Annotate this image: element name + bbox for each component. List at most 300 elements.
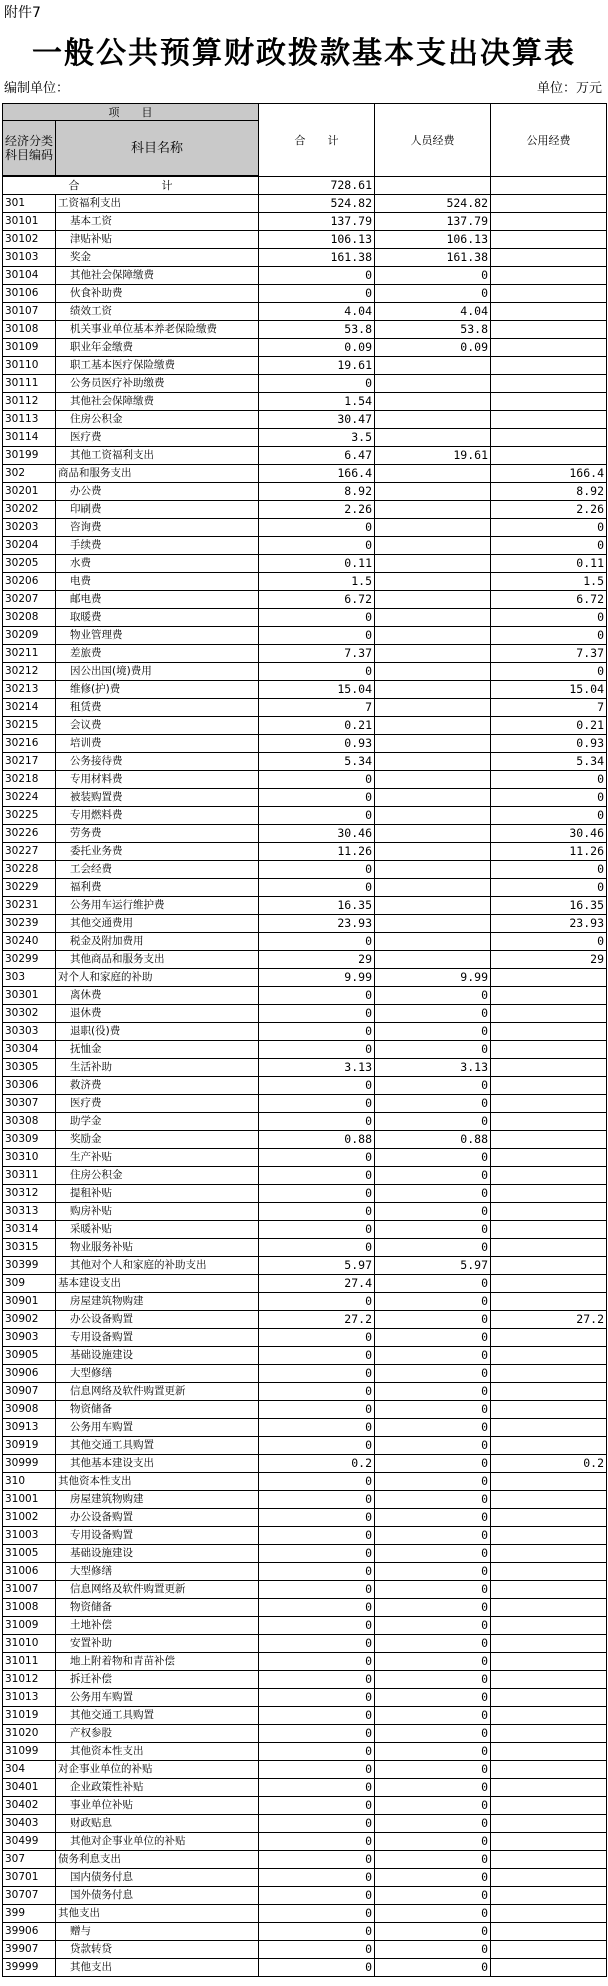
- row-code: 39999: [3, 1959, 56, 1977]
- row-personnel: 0: [375, 1887, 491, 1905]
- row-total: 0: [259, 1293, 375, 1311]
- row-code: 30212: [3, 663, 56, 681]
- table-row: [3, 1041, 607, 1059]
- row-name: 医疗费: [56, 429, 259, 447]
- table-row: [3, 1707, 607, 1725]
- row-name: 其他社会保障缴费: [56, 393, 259, 411]
- row-total: 0: [259, 1671, 375, 1689]
- row-total: 0: [259, 1761, 375, 1779]
- row-name: 专用设备购置: [56, 1527, 259, 1545]
- row-code: 399: [3, 1905, 56, 1923]
- row-total: 0: [259, 1491, 375, 1509]
- table-row: [3, 501, 607, 519]
- row-public: [491, 1437, 607, 1455]
- row-code: 30203: [3, 519, 56, 537]
- row-personnel: 0: [375, 1095, 491, 1113]
- row-name: 工会经费: [56, 861, 259, 879]
- row-name: 大型修缮: [56, 1365, 259, 1383]
- row-total: 5.97: [259, 1257, 375, 1275]
- row-public: 2.26: [491, 501, 607, 519]
- row-total: 0: [259, 519, 375, 537]
- row-public: [491, 1005, 607, 1023]
- row-personnel: 0: [375, 1401, 491, 1419]
- header-total: 合 计: [259, 104, 375, 177]
- row-personnel: 0: [375, 1743, 491, 1761]
- row-personnel: 0: [375, 1707, 491, 1725]
- row-total: 0: [259, 1347, 375, 1365]
- header-row-group: [3, 104, 607, 121]
- row-code: 30905: [3, 1347, 56, 1365]
- row-public: [491, 321, 607, 339]
- row-total: 0: [259, 1851, 375, 1869]
- row-code: 30112: [3, 393, 56, 411]
- row-name: 专用材料费: [56, 771, 259, 789]
- row-code: 31009: [3, 1617, 56, 1635]
- row-public: [491, 1149, 607, 1167]
- row-total: 0: [259, 1167, 375, 1185]
- header-public: 公用经费: [491, 104, 607, 177]
- row-name: 财政贴息: [56, 1815, 259, 1833]
- row-code: 30903: [3, 1329, 56, 1347]
- row-name: 培训费: [56, 735, 259, 753]
- row-total: 0: [259, 1869, 375, 1887]
- table-row: [3, 1653, 607, 1671]
- table-row: [3, 1509, 607, 1527]
- row-personnel: 0: [375, 1023, 491, 1041]
- row-personnel: [375, 717, 491, 735]
- row-public: 0: [491, 879, 607, 897]
- row-total: 0: [259, 537, 375, 555]
- row-code: 30229: [3, 879, 56, 897]
- row-code: 30239: [3, 915, 56, 933]
- row-public: [491, 1095, 607, 1113]
- row-public: [491, 249, 607, 267]
- table-row: [3, 969, 607, 987]
- row-code: 310: [3, 1473, 56, 1491]
- row-name: 办公费: [56, 483, 259, 501]
- table-row: [3, 1545, 607, 1563]
- row-public: [491, 213, 607, 231]
- row-personnel: 0: [375, 1581, 491, 1599]
- row-name: 其他商品和服务支出: [56, 951, 259, 969]
- row-public: 30.46: [491, 825, 607, 843]
- row-personnel: 0: [375, 1311, 491, 1329]
- total-row-label: 合 计: [3, 177, 259, 195]
- row-code: 30399: [3, 1257, 56, 1275]
- row-code: 30106: [3, 285, 56, 303]
- row-personnel: [375, 735, 491, 753]
- row-total: 0: [259, 1779, 375, 1797]
- row-total: 0: [259, 609, 375, 627]
- row-public: [491, 339, 607, 357]
- row-code: 30308: [3, 1113, 56, 1131]
- row-code: 30908: [3, 1401, 56, 1419]
- table-row: [3, 1671, 607, 1689]
- row-name: 物业管理费: [56, 627, 259, 645]
- row-total: 0: [259, 771, 375, 789]
- row-code: 30307: [3, 1095, 56, 1113]
- table-row: [3, 771, 607, 789]
- row-public: 0: [491, 771, 607, 789]
- row-code: 31099: [3, 1743, 56, 1761]
- row-code: 31012: [3, 1671, 56, 1689]
- table-row: [3, 1257, 607, 1275]
- row-code: 30304: [3, 1041, 56, 1059]
- row-total: 0: [259, 1815, 375, 1833]
- row-total: 166.4: [259, 465, 375, 483]
- row-total: 3.5: [259, 429, 375, 447]
- row-public: [491, 1743, 607, 1761]
- row-personnel: [375, 519, 491, 537]
- row-personnel: 0: [375, 1149, 491, 1167]
- attachment-label: 附件7: [4, 5, 41, 21]
- row-name: 其他交通工具购置: [56, 1437, 259, 1455]
- row-total: 0: [259, 1527, 375, 1545]
- row-name: 购房补贴: [56, 1203, 259, 1221]
- row-personnel: 0: [375, 1923, 491, 1941]
- row-code: 30214: [3, 699, 56, 717]
- row-personnel: 0: [375, 1761, 491, 1779]
- row-public: [491, 285, 607, 303]
- row-name: 咨询费: [56, 519, 259, 537]
- row-name: 贷款转贷: [56, 1941, 259, 1959]
- row-name: 基础设施建设: [56, 1545, 259, 1563]
- row-code: 30205: [3, 555, 56, 573]
- budget-table: [2, 103, 607, 1977]
- row-total: 161.38: [259, 249, 375, 267]
- row-personnel: [375, 591, 491, 609]
- row-code: 30207: [3, 591, 56, 609]
- row-code: 30107: [3, 303, 56, 321]
- row-public: [491, 1941, 607, 1959]
- row-total: 0: [259, 1743, 375, 1761]
- row-name: 助学金: [56, 1113, 259, 1131]
- row-total: 7.37: [259, 645, 375, 663]
- table-row: [3, 987, 607, 1005]
- row-public: 0: [491, 519, 607, 537]
- row-personnel: 4.04: [375, 303, 491, 321]
- row-name: 其他资本性支出: [56, 1473, 259, 1491]
- table-row: [3, 1815, 607, 1833]
- row-name: 公务接待费: [56, 753, 259, 771]
- row-code: 30202: [3, 501, 56, 519]
- table-row: [3, 681, 607, 699]
- row-total: 106.13: [259, 231, 375, 249]
- row-name: 委托业务费: [56, 843, 259, 861]
- row-total: 0: [259, 285, 375, 303]
- row-name: 因公出国(境)费用: [56, 663, 259, 681]
- row-total: 6.47: [259, 447, 375, 465]
- row-name: 邮电费: [56, 591, 259, 609]
- row-total: 27.4: [259, 1275, 375, 1293]
- row-total: 1.5: [259, 573, 375, 591]
- row-code: 31007: [3, 1581, 56, 1599]
- table-row: [3, 1689, 607, 1707]
- table-row: [3, 807, 607, 825]
- row-public: [491, 1851, 607, 1869]
- header-group: 项 目: [3, 104, 259, 121]
- row-personnel: 0: [375, 1419, 491, 1437]
- row-public: [491, 1815, 607, 1833]
- row-public: [491, 987, 607, 1005]
- table-row: [3, 1329, 607, 1347]
- row-code: 31002: [3, 1509, 56, 1527]
- row-total: 0: [259, 627, 375, 645]
- row-personnel: 0: [375, 1473, 491, 1491]
- row-name: 基本建设支出: [56, 1275, 259, 1293]
- table-row: [3, 609, 607, 627]
- row-total: 15.04: [259, 681, 375, 699]
- row-name: 拆迁补偿: [56, 1671, 259, 1689]
- row-total: 0: [259, 1797, 375, 1815]
- row-personnel: 0: [375, 1167, 491, 1185]
- row-public: [491, 357, 607, 375]
- table-row: [3, 1761, 607, 1779]
- row-personnel: 0: [375, 1041, 491, 1059]
- row-name: 职业年金缴费: [56, 339, 259, 357]
- row-public: [491, 1239, 607, 1257]
- table-row: [3, 1383, 607, 1401]
- row-personnel: 0: [375, 1635, 491, 1653]
- row-public: [491, 1527, 607, 1545]
- row-total: 53.8: [259, 321, 375, 339]
- row-total: 0: [259, 1419, 375, 1437]
- row-code: 31005: [3, 1545, 56, 1563]
- row-personnel: 161.38: [375, 249, 491, 267]
- row-public: [491, 1671, 607, 1689]
- table-row: [3, 1005, 607, 1023]
- row-name: 提租补贴: [56, 1185, 259, 1203]
- row-public: 0: [491, 663, 607, 681]
- row-name: 其他社会保障缴费: [56, 267, 259, 285]
- row-name: 信息网络及软件购置更新: [56, 1581, 259, 1599]
- row-public: [491, 1725, 607, 1743]
- row-personnel: [375, 429, 491, 447]
- row-public: 7.37: [491, 645, 607, 663]
- row-code: 30110: [3, 357, 56, 375]
- row-name: 专用燃料费: [56, 807, 259, 825]
- row-personnel: 0: [375, 1797, 491, 1815]
- total-row-public: [491, 177, 607, 195]
- row-total: 1.54: [259, 393, 375, 411]
- row-total: 0: [259, 861, 375, 879]
- row-name: 其他支出: [56, 1905, 259, 1923]
- row-code: 30217: [3, 753, 56, 771]
- row-personnel: 0: [375, 1491, 491, 1509]
- row-personnel: [375, 771, 491, 789]
- header-code: 经济分类科目编码: [3, 121, 56, 176]
- table-row: [3, 915, 607, 933]
- row-name: 赠与: [56, 1923, 259, 1941]
- table-row: [3, 879, 607, 897]
- row-personnel: 3.13: [375, 1059, 491, 1077]
- table-row: [3, 861, 607, 879]
- row-name: 办公设备购置: [56, 1311, 259, 1329]
- row-public: [491, 429, 607, 447]
- row-total: 0: [259, 1617, 375, 1635]
- table-row: [3, 1077, 607, 1095]
- table-row: [3, 1365, 607, 1383]
- row-total: 0: [259, 1941, 375, 1959]
- row-code: 30907: [3, 1383, 56, 1401]
- row-total: 0: [259, 1959, 375, 1977]
- table-row: [3, 537, 607, 555]
- row-personnel: 0: [375, 1185, 491, 1203]
- row-total: 0: [259, 1203, 375, 1221]
- row-total: 9.99: [259, 969, 375, 987]
- row-public: 5.34: [491, 753, 607, 771]
- row-code: 31010: [3, 1635, 56, 1653]
- row-public: 0: [491, 537, 607, 555]
- row-total: 0: [259, 1023, 375, 1041]
- table-row: [3, 1221, 607, 1239]
- table-row: [3, 1167, 607, 1185]
- row-total: 0: [259, 1149, 375, 1167]
- table-row: [3, 843, 607, 861]
- row-personnel: 0: [375, 1545, 491, 1563]
- row-name: 被装购置费: [56, 789, 259, 807]
- row-code: 30226: [3, 825, 56, 843]
- row-personnel: [375, 609, 491, 627]
- row-name: 物资储备: [56, 1599, 259, 1617]
- row-name: 基础设施建设: [56, 1347, 259, 1365]
- row-public: [491, 1833, 607, 1851]
- row-public: [491, 1869, 607, 1887]
- row-public: 0: [491, 807, 607, 825]
- table-row: [3, 375, 607, 393]
- row-total: 0: [259, 1185, 375, 1203]
- row-personnel: [375, 699, 491, 717]
- table-row: [3, 951, 607, 969]
- table-row: [3, 231, 607, 249]
- row-code: 30701: [3, 1869, 56, 1887]
- table-row: [3, 1131, 607, 1149]
- row-total: 0: [259, 1563, 375, 1581]
- table-row: [3, 825, 607, 843]
- header-name: 科目名称: [56, 121, 259, 176]
- row-public: [491, 1581, 607, 1599]
- row-public: [491, 1185, 607, 1203]
- table-row: [3, 1851, 607, 1869]
- row-personnel: 0: [375, 1437, 491, 1455]
- row-name: 信息网络及软件购置更新: [56, 1383, 259, 1401]
- row-personnel: [375, 951, 491, 969]
- row-code: 30402: [3, 1797, 56, 1815]
- row-total: 5.34: [259, 753, 375, 771]
- table-row: [3, 1635, 607, 1653]
- row-code: 30102: [3, 231, 56, 249]
- row-total: 524.82: [259, 195, 375, 213]
- row-name: 国外债务付息: [56, 1887, 259, 1905]
- row-code: 30216: [3, 735, 56, 753]
- row-personnel: [375, 357, 491, 375]
- row-total: 0: [259, 1689, 375, 1707]
- table-row: [3, 1275, 607, 1293]
- row-personnel: [375, 573, 491, 591]
- row-code: 30227: [3, 843, 56, 861]
- row-code: 30199: [3, 447, 56, 465]
- row-personnel: [375, 753, 491, 771]
- row-name: 税金及附加费用: [56, 933, 259, 951]
- row-public: [491, 1959, 607, 1977]
- row-total: 0: [259, 1887, 375, 1905]
- row-total: 0: [259, 1095, 375, 1113]
- row-public: [491, 1905, 607, 1923]
- row-name: 津贴补贴: [56, 231, 259, 249]
- row-personnel: 137.79: [375, 213, 491, 231]
- row-personnel: [375, 375, 491, 393]
- table-row: [3, 1797, 607, 1815]
- table-row: [3, 1779, 607, 1797]
- row-name: 其他资本性支出: [56, 1743, 259, 1761]
- table-row: [3, 1455, 607, 1473]
- table-row: [3, 735, 607, 753]
- row-public: [491, 1653, 607, 1671]
- row-total: 0.11: [259, 555, 375, 573]
- row-personnel: 0: [375, 1383, 491, 1401]
- row-public: [491, 393, 607, 411]
- row-name: 其他对个人和家庭的补助支出: [56, 1257, 259, 1275]
- table-row: [3, 267, 607, 285]
- row-public: [491, 303, 607, 321]
- table-row: [3, 213, 607, 231]
- row-public: [491, 1257, 607, 1275]
- row-total: 0: [259, 1221, 375, 1239]
- row-code: 30101: [3, 213, 56, 231]
- row-personnel: 0: [375, 1293, 491, 1311]
- row-name: 退职(役)费: [56, 1023, 259, 1041]
- row-total: 0: [259, 1707, 375, 1725]
- row-personnel: [375, 537, 491, 555]
- row-code: 31001: [3, 1491, 56, 1509]
- row-name: 印刷费: [56, 501, 259, 519]
- row-code: 30113: [3, 411, 56, 429]
- row-total: 30.47: [259, 411, 375, 429]
- row-public: [491, 1617, 607, 1635]
- row-name: 大型修缮: [56, 1563, 259, 1581]
- table-row: [3, 303, 607, 321]
- table-row: [3, 1419, 607, 1437]
- table-row: [3, 1239, 607, 1257]
- row-code: 30314: [3, 1221, 56, 1239]
- row-total: 0: [259, 1365, 375, 1383]
- row-personnel: [375, 807, 491, 825]
- row-public: [491, 1509, 607, 1527]
- row-personnel: 0: [375, 267, 491, 285]
- row-code: 31011: [3, 1653, 56, 1671]
- row-total: 8.92: [259, 483, 375, 501]
- row-name: 抚恤金: [56, 1041, 259, 1059]
- row-public: [491, 1779, 607, 1797]
- row-public: 0: [491, 933, 607, 951]
- row-name: 其他工资福利支出: [56, 447, 259, 465]
- row-name: 公务员医疗补助缴费: [56, 375, 259, 393]
- row-code: 30240: [3, 933, 56, 951]
- row-public: [491, 1689, 607, 1707]
- row-total: 4.04: [259, 303, 375, 321]
- row-code: 30104: [3, 267, 56, 285]
- row-code: 30302: [3, 1005, 56, 1023]
- row-personnel: [375, 645, 491, 663]
- row-name: 商品和服务支出: [56, 465, 259, 483]
- row-total: 0.2: [259, 1455, 375, 1473]
- row-public: [491, 1113, 607, 1131]
- row-name: 其他基本建设支出: [56, 1455, 259, 1473]
- row-public: 16.35: [491, 897, 607, 915]
- row-personnel: 0: [375, 1365, 491, 1383]
- row-personnel: 0.09: [375, 339, 491, 357]
- row-personnel: 0: [375, 285, 491, 303]
